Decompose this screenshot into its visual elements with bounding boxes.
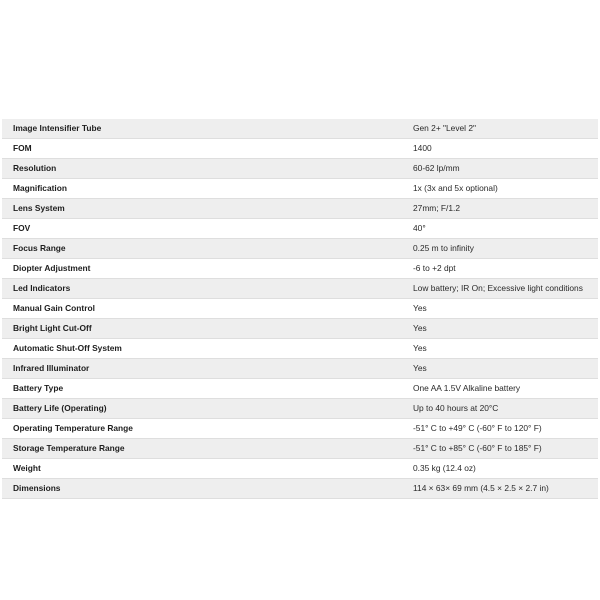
spec-value: Low battery; IR On; Excessive light conditions xyxy=(402,279,598,299)
spec-row xyxy=(2,439,598,459)
spec-value: Gen 2+ "Level 2" xyxy=(402,119,598,139)
spec-label: Focus Range xyxy=(2,239,402,259)
spec-row xyxy=(2,479,598,499)
spec-row xyxy=(2,279,598,299)
specifications-table-body xyxy=(2,119,598,499)
spec-label: Operating Temperature Range xyxy=(2,419,402,439)
spec-value: 0.35 kg (12.4 oz) xyxy=(402,459,598,479)
spec-label: FOV xyxy=(2,219,402,239)
spec-row xyxy=(2,139,598,159)
spec-value: Yes xyxy=(402,339,598,359)
spec-label: Diopter Adjustment xyxy=(2,259,402,279)
spec-value: 1400 xyxy=(402,139,598,159)
spec-row xyxy=(2,179,598,199)
spec-value: -51° C to +49° C (-60° F to 120° F) xyxy=(402,419,598,439)
spec-label: Lens System xyxy=(2,199,402,219)
spec-row xyxy=(2,299,598,319)
spec-label: Led Indicators xyxy=(2,279,402,299)
spec-row xyxy=(2,219,598,239)
spec-value: Yes xyxy=(402,319,598,339)
spec-label: Infrared Illuminator xyxy=(2,359,402,379)
spec-row xyxy=(2,419,598,439)
spec-label: FOM xyxy=(2,139,402,159)
spec-label: Storage Temperature Range xyxy=(2,439,402,459)
spec-row xyxy=(2,119,598,139)
spec-row xyxy=(2,259,598,279)
spec-row xyxy=(2,339,598,359)
spec-value: Up to 40 hours at 20°C xyxy=(402,399,598,419)
spec-label: Image Intensifier Tube xyxy=(2,119,402,139)
spec-value: 114 × 63× 69 mm (4.5 × 2.5 × 2.7 in) xyxy=(402,479,598,499)
spec-row xyxy=(2,239,598,259)
spec-value: -6 to +2 dpt xyxy=(402,259,598,279)
spec-row xyxy=(2,399,598,419)
spec-value: 27mm; F/1.2 xyxy=(402,199,598,219)
spec-label: Battery Life (Operating) xyxy=(2,399,402,419)
spec-label: Automatic Shut-Off System xyxy=(2,339,402,359)
spec-value: Yes xyxy=(402,299,598,319)
spec-value: 1x (3x and 5x optional) xyxy=(402,179,598,199)
spec-value: 40° xyxy=(402,219,598,239)
spec-row xyxy=(2,319,598,339)
spec-value: 0.25 m to infinity xyxy=(402,239,598,259)
spec-row xyxy=(2,199,598,219)
spec-label: Magnification xyxy=(2,179,402,199)
spec-value: -51° C to +85° C (-60° F to 185° F) xyxy=(402,439,598,459)
spec-row xyxy=(2,359,598,379)
specifications-table xyxy=(2,119,598,499)
spec-row xyxy=(2,379,598,399)
spec-label: Dimensions xyxy=(2,479,402,499)
spec-label: Manual Gain Control xyxy=(2,299,402,319)
spec-label: Resolution xyxy=(2,159,402,179)
spec-label: Weight xyxy=(2,459,402,479)
spec-label: Bright Light Cut-Off xyxy=(2,319,402,339)
spec-value: Yes xyxy=(402,359,598,379)
spec-row xyxy=(2,459,598,479)
spec-label: Battery Type xyxy=(2,379,402,399)
spec-value: One AA 1.5V Alkaline battery xyxy=(402,379,598,399)
spec-value: 60-62 lp/mm xyxy=(402,159,598,179)
spec-row xyxy=(2,159,598,179)
